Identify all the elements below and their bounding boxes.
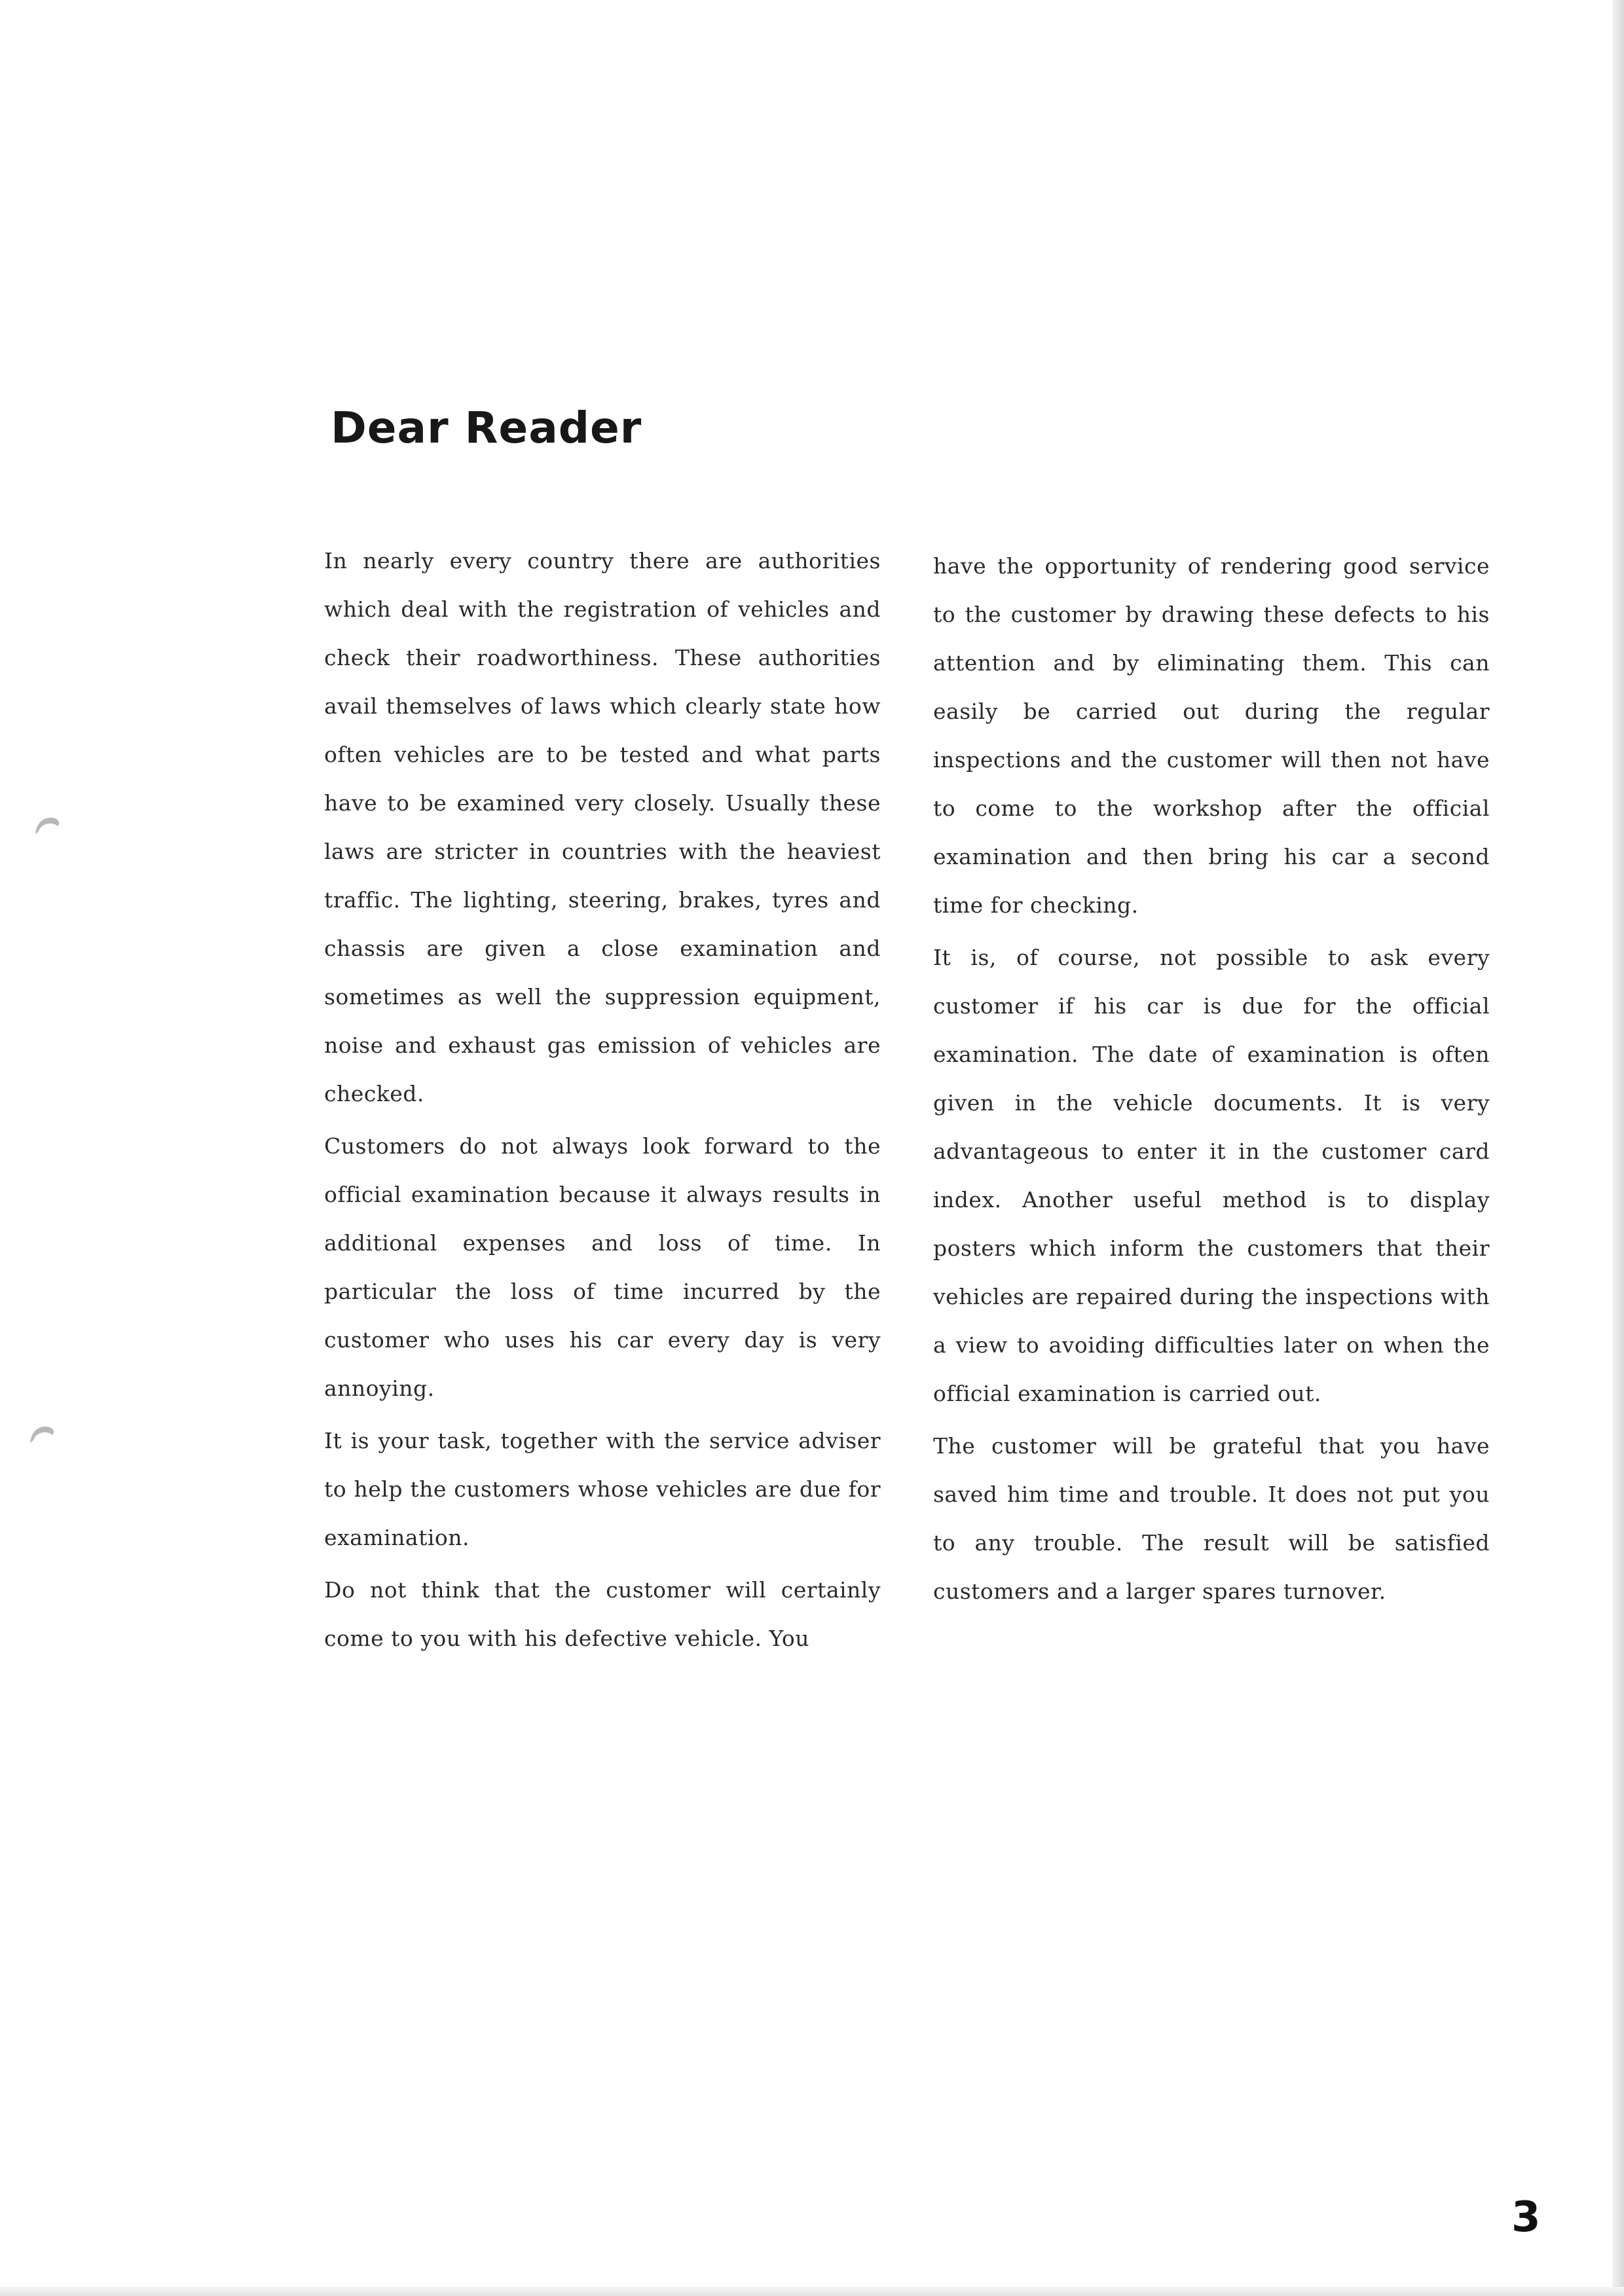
paragraph: have the opportunity of rendering good service to the customer by drawing these defects to his attention and by eliminating them. This can easily be carried out during the regular inspections and the customer will then not have to come to the workshop after the official examination and then bring his car a second time for checking. [933,553,1490,918]
page-edge-shadow [1612,0,1624,2296]
paragraph: It is your task, together with the service adviser to help the customers whose vehicles are due for examination. [324,1428,881,1550]
paragraph: Customers do not always look forward to the official examination because it always results in additional expenses and loss of time. In particular the loss of time incurred by the customer who uses his car every day is very annoying. [324,1133,881,1401]
paragraph: The customer will be grateful that you have saved him time and trouble. It does not put you to any trouble. The result will be satisfied customers and a larger spares turnover. [933,1433,1490,1604]
page-number: 3 [1511,2193,1541,2242]
paragraph: It is, of course, not possible to ask every customer if his car is due for the official examination. The date of examination is often given in the vehicle documents. It is very advantageous to enter it in the customer card index. Another useful method is to display posters which inform the customers that their vehicles are repaired during the inspections with a view to avoiding difficulties later on when the official examination is carried out. [933,945,1490,1406]
page-title: Dear Reader [331,403,642,453]
paragraph: Do not think that the customer will certainly come to you with his defective vehicle. You [324,1577,881,1651]
paragraph: In nearly every country there are authorities which deal with the registration of vehicles and check their roadworthiness. These authorities avail themselves of laws which clearly state how often vehicles are to be tested and what parts have to be examined very closely. Usually these laws are stricter in countries with the heaviest traffic. The lighting, steering, brakes, tyres and chassis are given a close examination and sometimes as well the suppression equipment, noise and exhaust gas emission of vehicles are checked. [324,548,881,1106]
left-text-column [324,537,881,1667]
right-text-column [933,542,1490,1620]
punch-hole-mark-icon [31,812,65,838]
punch-hole-mark-icon [26,1421,60,1447]
page-bottom-edge [0,2287,1624,2296]
